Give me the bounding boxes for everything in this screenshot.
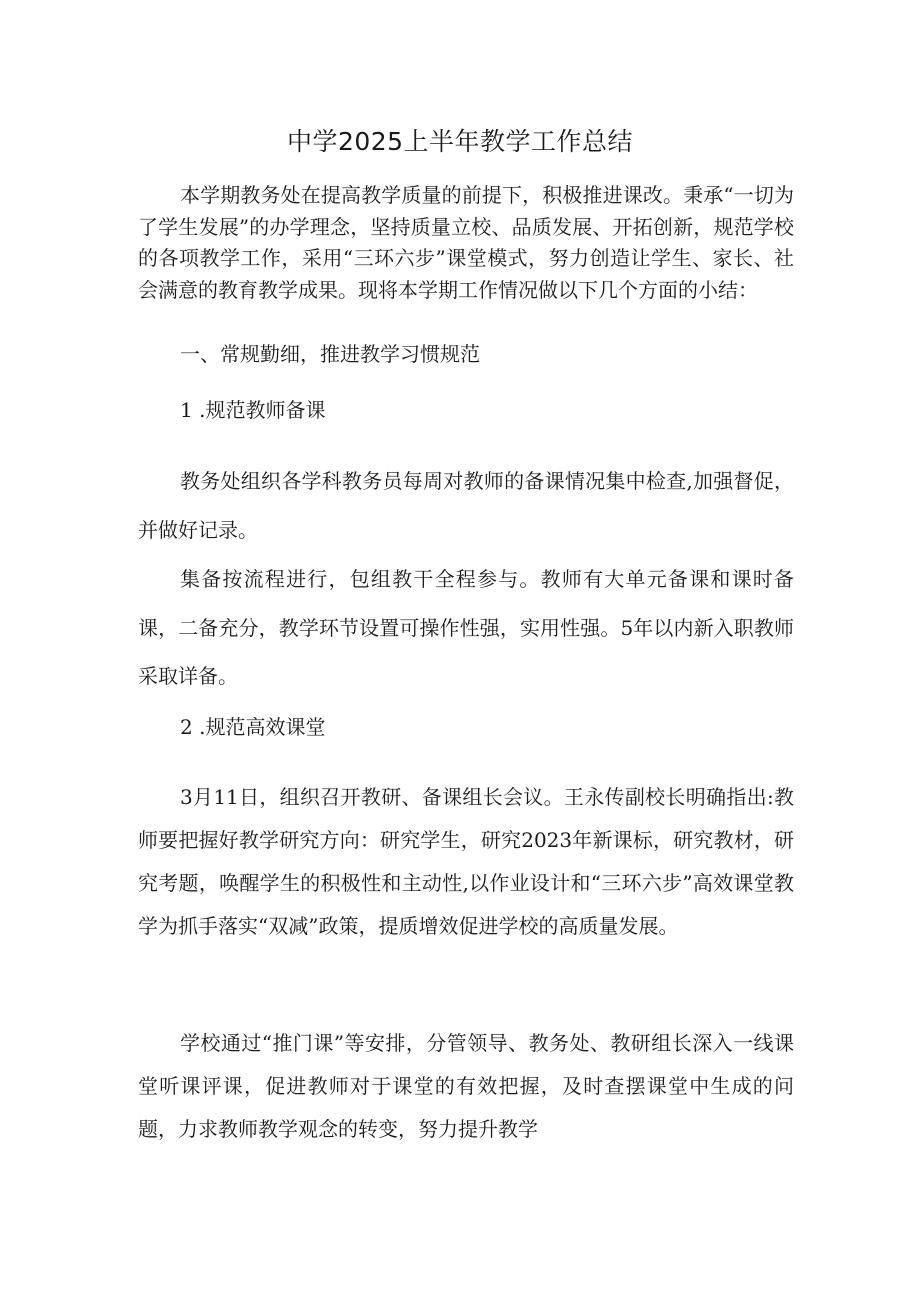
- document-title: 中学2025上半年教学工作总结: [286, 127, 634, 156]
- paragraph-open-class: 学校通过“推门课”等安排，分管领导、教务处、教研组长深入一线课堂听课评课，促进教师对于课堂的有效把握，及时查摆课堂中生成的问题，力求教师教学观念的转变，努力提升教学: [138, 1031, 794, 1141]
- paragraph-meeting: 3月11日，组织召开教研、备课组长会议。王永传副校长明确指出:教师要把握好教学研究方向：研究学生，研究2023年新课标，研究教材，研究考题，唤醒学生的积极性和主动性,以作业设计和“三环六步”高效课堂教学为抓手落实“双减”政策，提质增效促进学校的高质量发展。: [138, 785, 794, 938]
- section-heading-1: 一、常规勤细，推进教学习惯规范: [180, 342, 480, 366]
- paragraph-collective-prep: 集备按流程进行，包组教干全程参与。教师有大单元备课和课时备课，二备充分，教学环节设置可操作性强，实用性强。5年以内新入职教师采取详备。: [138, 567, 794, 688]
- subsection-heading-1: 1 .规范教师备课: [180, 398, 326, 422]
- subsection-heading-2: 2 .规范高效课堂: [180, 715, 326, 739]
- paragraph-lesson-prep-check: 教务处组织各学科教务员每周对教师的备课情况集中检查,加强督促，并做好记录。: [138, 469, 794, 542]
- intro-paragraph: 本学期教务处在提高教学质量的前提下，积极推进课改。秉承“一切为了学生发展”的办学理念，坚持质量立校、品质发展、开拓创新，规范学校的各项教学工作，采用“三环六步”课堂模式，努力创造让学生、家长、社会满意的教育教学成果。现将本学期工作情况做以下几个方面的小结：: [138, 183, 794, 302]
